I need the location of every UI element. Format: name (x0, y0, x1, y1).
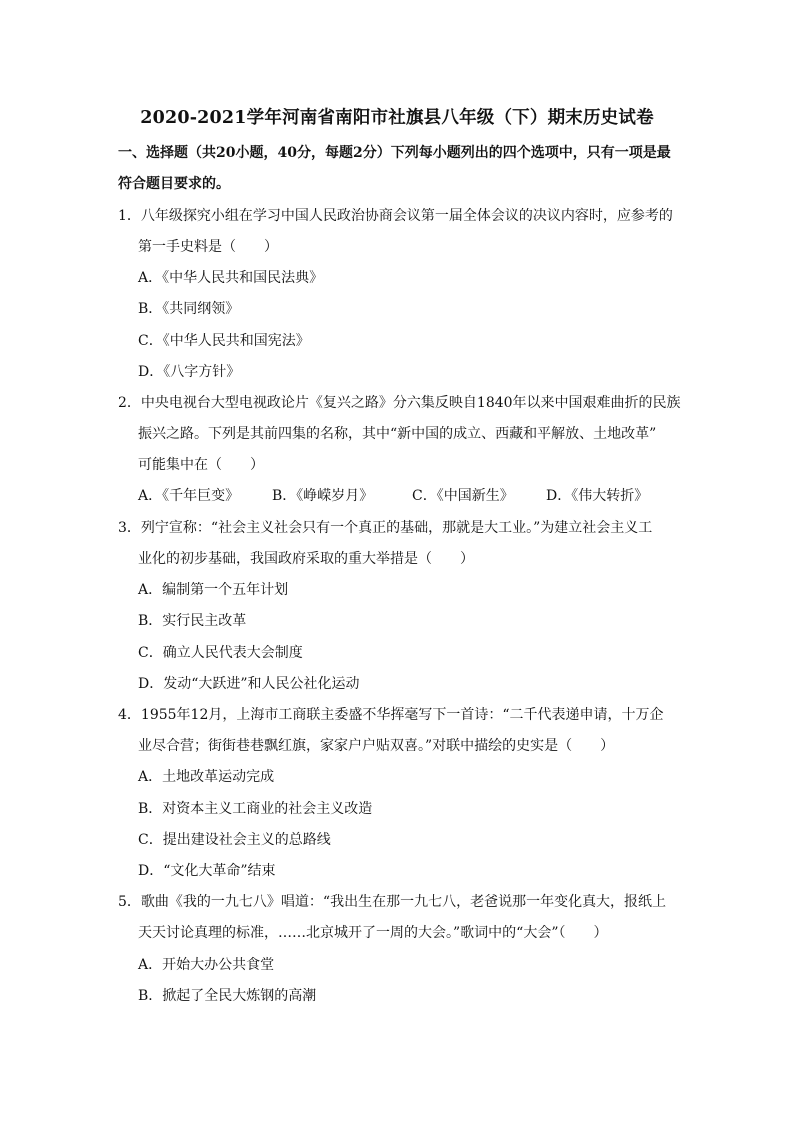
question-5-option-b: B．掀起了全民大炼钢的高潮 (138, 988, 317, 1004)
question-2-options-row (138, 486, 648, 506)
question-5-line-1: 5．歌曲《我的一九七八》唱道：“我出生在那一九七八，老爸说那一年变化真大，报纸上 (118, 894, 667, 910)
section-heading-line-2: 符合题目要求的。 (118, 176, 230, 192)
question-2-line-2: 振兴之路。下列是其前四集的名称，其中“新中国的成立、西藏和平解放、土地改革” (138, 426, 657, 442)
question-1-option-c: C．《中华人民共和国宪法》 (138, 333, 310, 349)
question-5-line-2: 天天讨论真理的标准，……北京城开了一周的大会。”歌词中的“大会”（ ） (138, 925, 608, 941)
question-1-option-a: A．《中华人民共和国民法典》 (138, 270, 324, 286)
page-title: 2020-2021学年河南省南阳市社旗县八年级（下）期末历史试卷 (140, 108, 654, 128)
question-5-option-a: A．开始大办公共食堂 (138, 957, 275, 973)
question-2-option-a: A．《千年巨变》 (138, 488, 240, 504)
question-2-option-c: C．《中国新生》 (412, 488, 514, 504)
question-3-line-2: 业化的初步基础，我国政府采取的重大举措是（ ） (138, 551, 474, 567)
section-heading (118, 138, 678, 200)
question-4-option-a: A．土地改革运动完成 (138, 769, 275, 785)
question-3-option-c: C．确立人民代表大会制度 (138, 645, 303, 661)
question-1-option-b: B．《共同纲领》 (138, 301, 240, 317)
question-2-option-d: D．《伟大转折》 (546, 488, 649, 504)
question-2-option-b: B．《峥嵘岁月》 (272, 488, 374, 504)
question-3-option-a: A．编制第一个五年计划 (138, 582, 289, 598)
question-4-line-2: 业尽合营；街街巷巷飘红旗，家家户户贴双喜。”对联中描绘的史实是（ ） (138, 738, 615, 754)
question-4-option-d: D．“文化大革命”结束 (138, 863, 276, 879)
question-1-line-1: 1．八年级探究小组在学习中国人民政治协商会议第一届全体会议的决议内容时，应参考的 (118, 208, 673, 224)
section-heading-line-1: 一、选择题（共20小题，40分，每题2分）下列每小题列出的四个选项中，只有一项是最 (118, 145, 671, 161)
question-4-line-1: 4．1955年12月，上海市工商联主委盛不华挥毫写下一首诗：“二千代表递申请，十万企 (118, 707, 664, 723)
question-4-option-b: B．对资本主义工商业的社会主义改造 (138, 801, 373, 817)
question-1-line-2: 第一手史料是（ ） (138, 239, 278, 255)
question-4-option-c: C．提出建设社会主义的总路线 (138, 832, 331, 848)
question-3-line-1: 3．列宁宣称：“社会主义社会只有一个真正的基础，那就是大工业。”为建立社会主义工 (118, 520, 653, 536)
question-2-line-3: 可能集中在（ ） (138, 457, 264, 473)
question-3-option-b: B．实行民主改革 (138, 613, 247, 629)
question-3-option-d: D．发动“大跃进”和人民公社化运动 (138, 676, 360, 692)
question-2-line-1: 2．中央电视台大型电视政论片《复兴之路》分六集反映自1840年以来中国艰难曲折的民族 (118, 395, 681, 411)
question-1-option-d: D．《八字方针》 (138, 364, 241, 380)
